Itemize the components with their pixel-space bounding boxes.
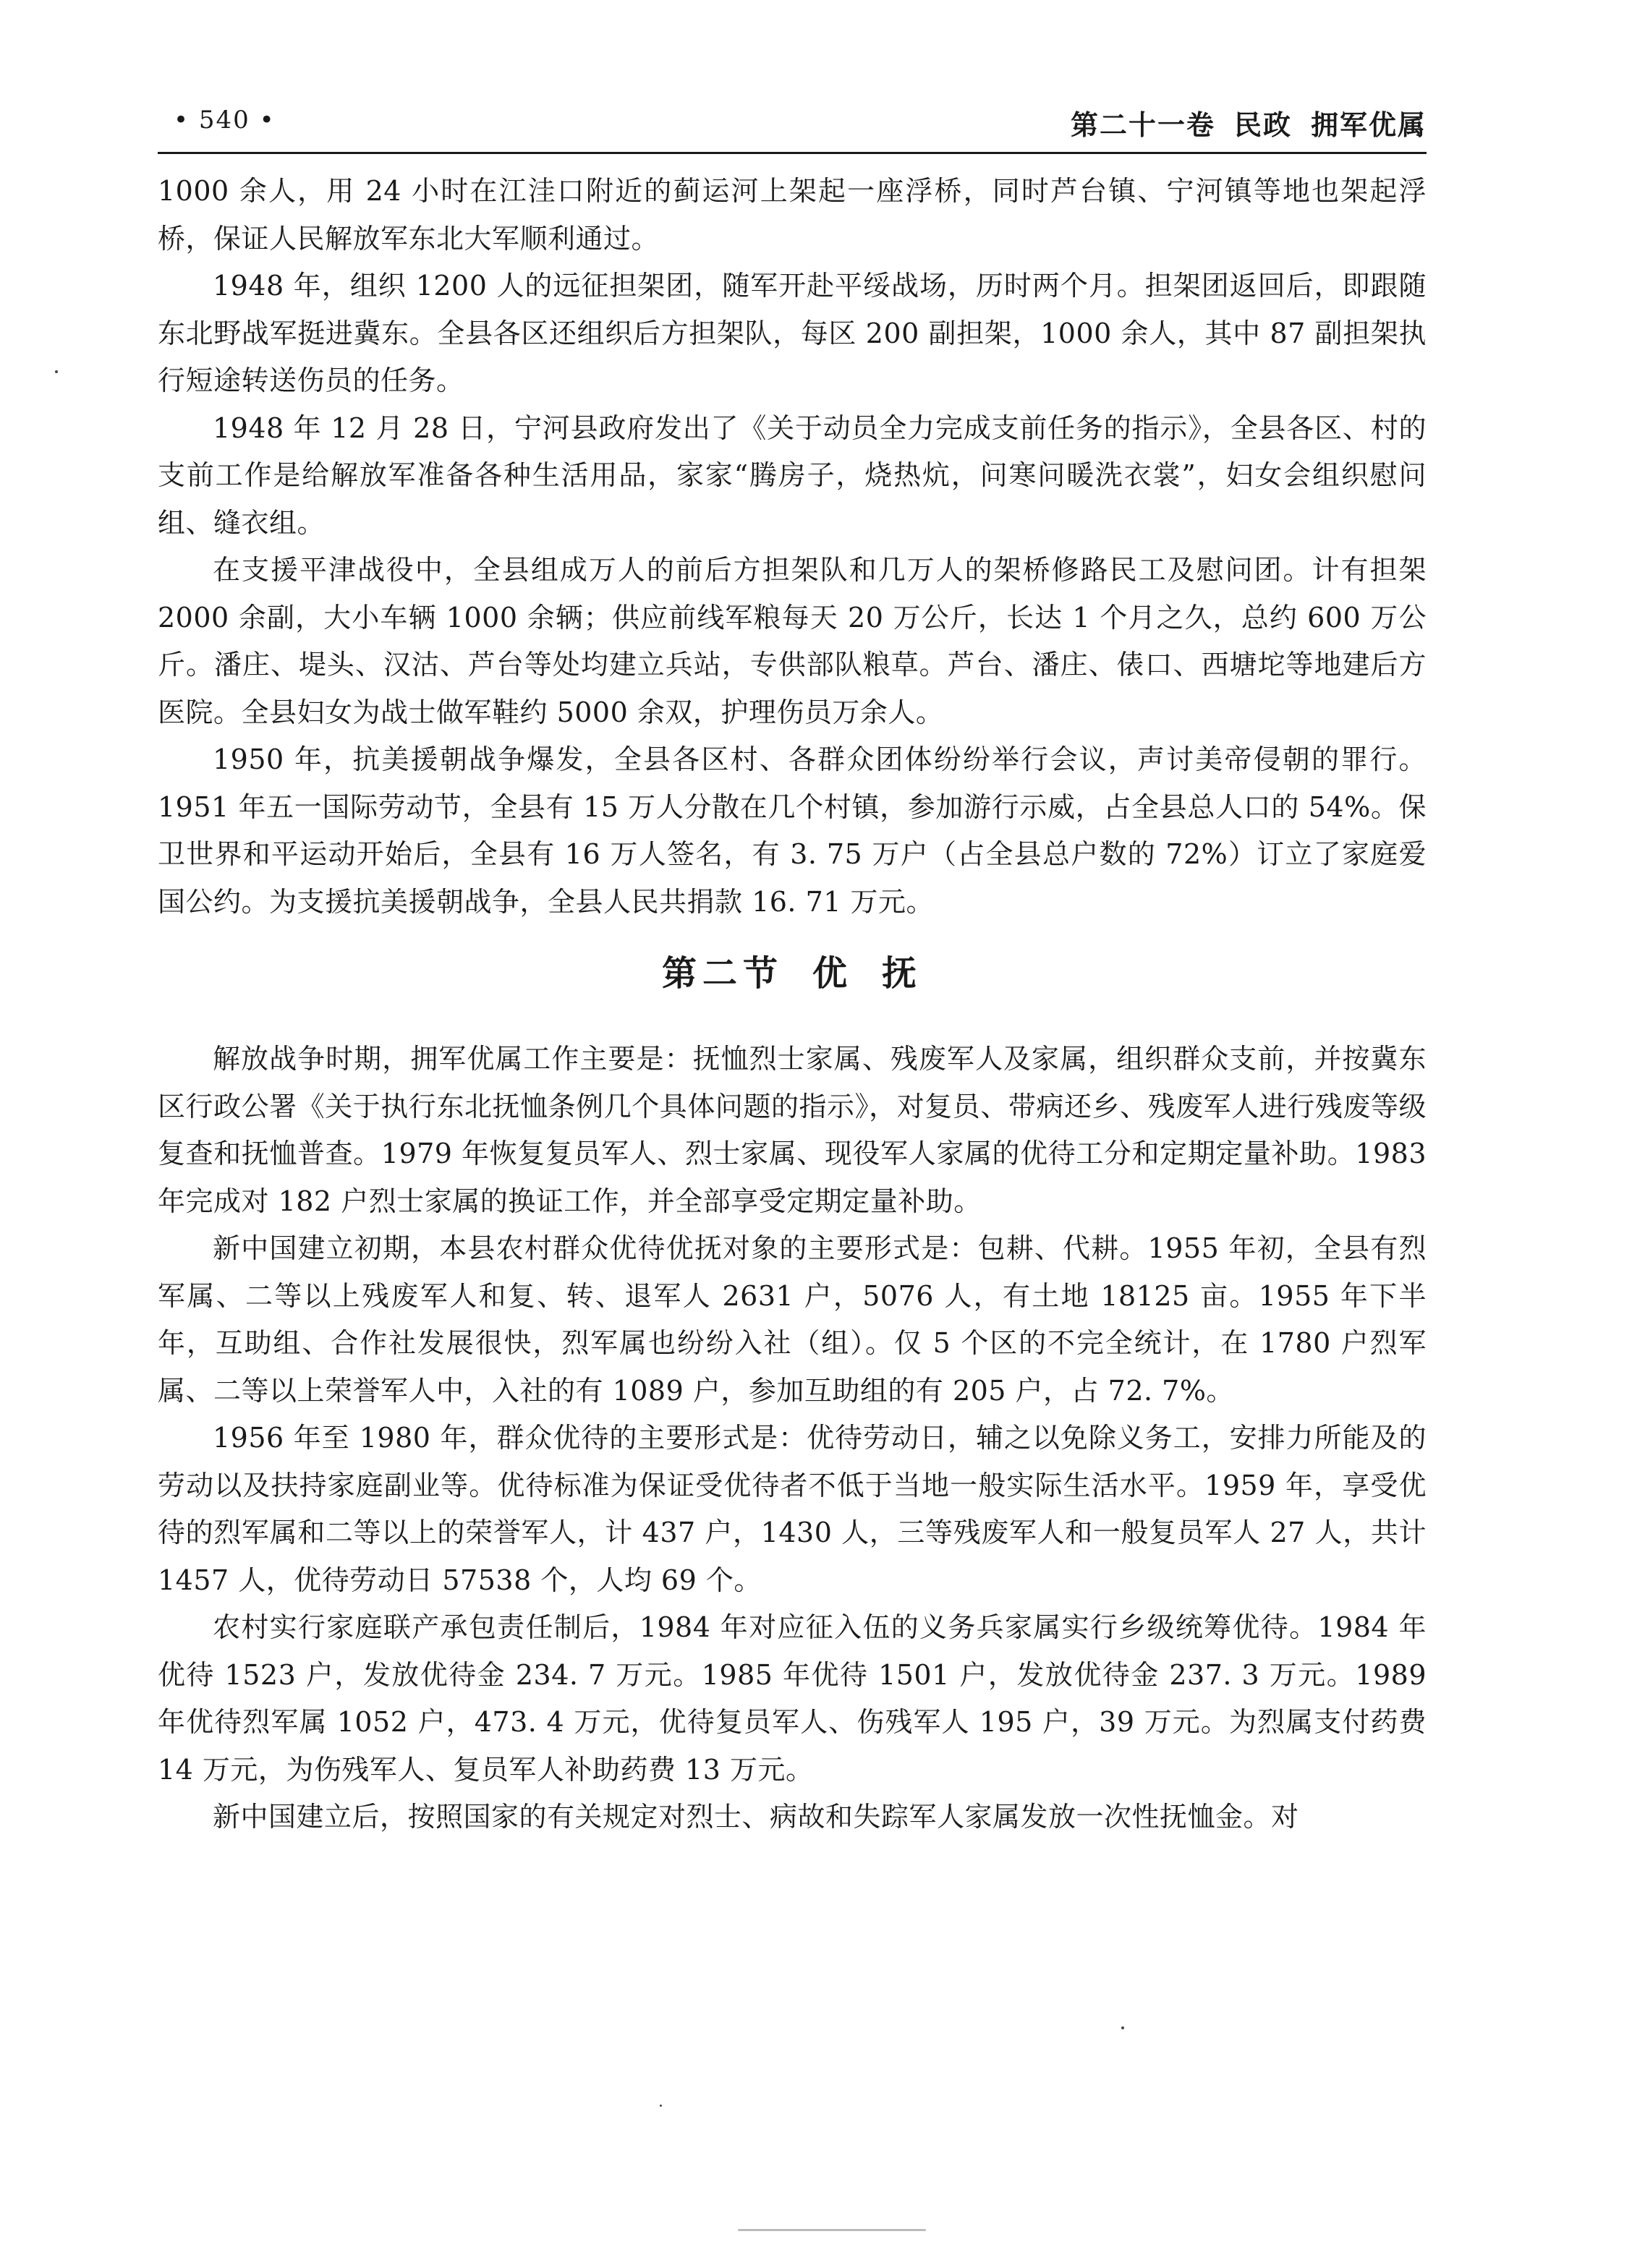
running-title-volume: 第二十一卷 — [1070, 108, 1215, 141]
paragraph: 1000 余人，用 24 小时在江洼口附近的蓟运河上架起一座浮桥，同时芦台镇、宁河镇等地也架起浮桥，保证人民解放军东北大军顺利通过。 — [158, 175, 1427, 255]
section-title-char: 优 — [812, 953, 853, 994]
page-header — [158, 103, 1427, 146]
header-rule — [158, 152, 1427, 154]
paragraph: 农村实行家庭联产承包责任制后，1984 年对应征入伍的义务兵家属实行乡级统筹优待。1984 年优待 1523 户，发放优待金 234. 7 万元。1985 年优待 1501 户，发放优待金 237. 3 万元。1989 年优待烈军属 1052 户，473. 4 万元，优待复员军人、伤残军人 195 户，39 万元。为烈属支付药费 14 万元，为伤残军人、复员军人补助药费 13 万元。 — [158, 1611, 1427, 1786]
scan-speck — [738, 2229, 926, 2231]
section-number: 第二节 — [661, 953, 783, 994]
paragraph: 1950 年，抗美援朝战争爆发，全县各区村、各群众团体纷纷举行会议，声讨美帝侵朝的罪行。1951 年五一国际劳动节，全县有 15 万人分散在几个村镇，参加游行示威，占全县总人口的 54%。保卫世界和平运动开始后，全县有 16 万人签名，有 3. 75 万户（占全县总户数的 72%）订立了家庭爱国公约。为支援抗美援朝战争，全县人民共捐款 16. 71 万元。 — [158, 743, 1427, 918]
scan-speck — [1121, 2026, 1124, 2029]
page-number: • 540 • — [174, 106, 276, 135]
paragraph: 1956 年至 1980 年，群众优待的主要形式是：优待劳动日，辅之以免除义务工，安排力所能及的劳动以及扶持家庭副业等。优待标准为保证受优待者不低于当地一般实际生活水平。1959 年，享受优待的烈军属和二等以上的荣誉军人，计 437 户，1430 人，三等残废军人和一般复员军人 27 人，共计 1457 人，优待劳动日 57538 个，人均 69 个。 — [158, 1422, 1427, 1596]
running-title — [1071, 103, 1427, 142]
scan-speck — [55, 370, 58, 373]
paragraph: 新中国建立初期，本县农村群众优待优抚对象的主要形式是：包耕、代耕。1955 年初，全县有烈军属、二等以上残废军人和复、转、退军人 2631 户，5076 人，有土地 18125 亩。1955 年下半年，互助组、合作社发展很快，烈军属也纷纷入社（组）。仅 5 个区的不完全统计，在 1780 户烈军属、二等以上荣誉军人中，入社的有 1089 户，参加互助组的有 205 户，占 72. 7%。 — [158, 1232, 1427, 1407]
body-text — [158, 168, 1427, 1841]
paragraph: 解放战争时期，拥军优属工作主要是：抚恤烈士家属、残废军人及家属，组织群众支前，并按冀东区行政公署《关于执行东北抚恤条例几个具体问题的指示》，对复员、带病还乡、残废军人进行残废等级复查和抚恤普查。1979 年恢复复员军人、烈士家属、现役军人家属的优待工分和定期定量补助。1983 年完成对 182 户烈士家属的换证工作，并全部享受定期定量补助。 — [158, 1043, 1427, 1217]
paragraph: 新中国建立后，按照国家的有关规定对烈士、病故和失踪军人家属发放一次性抚恤金。对 — [213, 1801, 1299, 1833]
paragraph: 1948 年，组织 1200 人的远征担架团，随军开赴平绥战场，历时两个月。担架团返回后，即跟随东北野战军挺进冀东。全县各区还组织后方担架队，每区 200 副担架，1000 余人，其中 87 副担架执行短途转送伤员的任务。 — [158, 270, 1427, 396]
running-title-topic: 拥军优属 — [1310, 108, 1427, 141]
paragraph: 在支援平津战役中，全县组成万人的前后方担架队和几万人的架桥修路民工及慰问团。计有担架 2000 余副，大小车辆 1000 余辆；供应前线军粮每天 20 万公斤，长达 1 个月之久，总约 600 万公斤。潘庄、堤头、汉沽、芦台等处均建立兵站，专供部队粮草。芦台、潘庄、俵口、西塘坨等地建后方医院。全县妇女为战士做军鞋约 5000 余双，护理伤员万余人。 — [158, 554, 1427, 728]
paragraph: 1948 年 12 月 28 日，宁河县政府发出了《关于动员全力完成支前任务的指示》，全县各区、村的支前工作是给解放军准备各种生活用品，家家“腾房子，烧热炕，问寒问暖洗衣裳”，妇女会组织慰问组、缝衣组。 — [158, 412, 1427, 539]
section-heading — [158, 945, 1427, 1002]
scan-speck — [660, 2105, 662, 2107]
section-title-char: 抚 — [882, 953, 923, 994]
running-title-section: 民政 — [1233, 108, 1292, 141]
